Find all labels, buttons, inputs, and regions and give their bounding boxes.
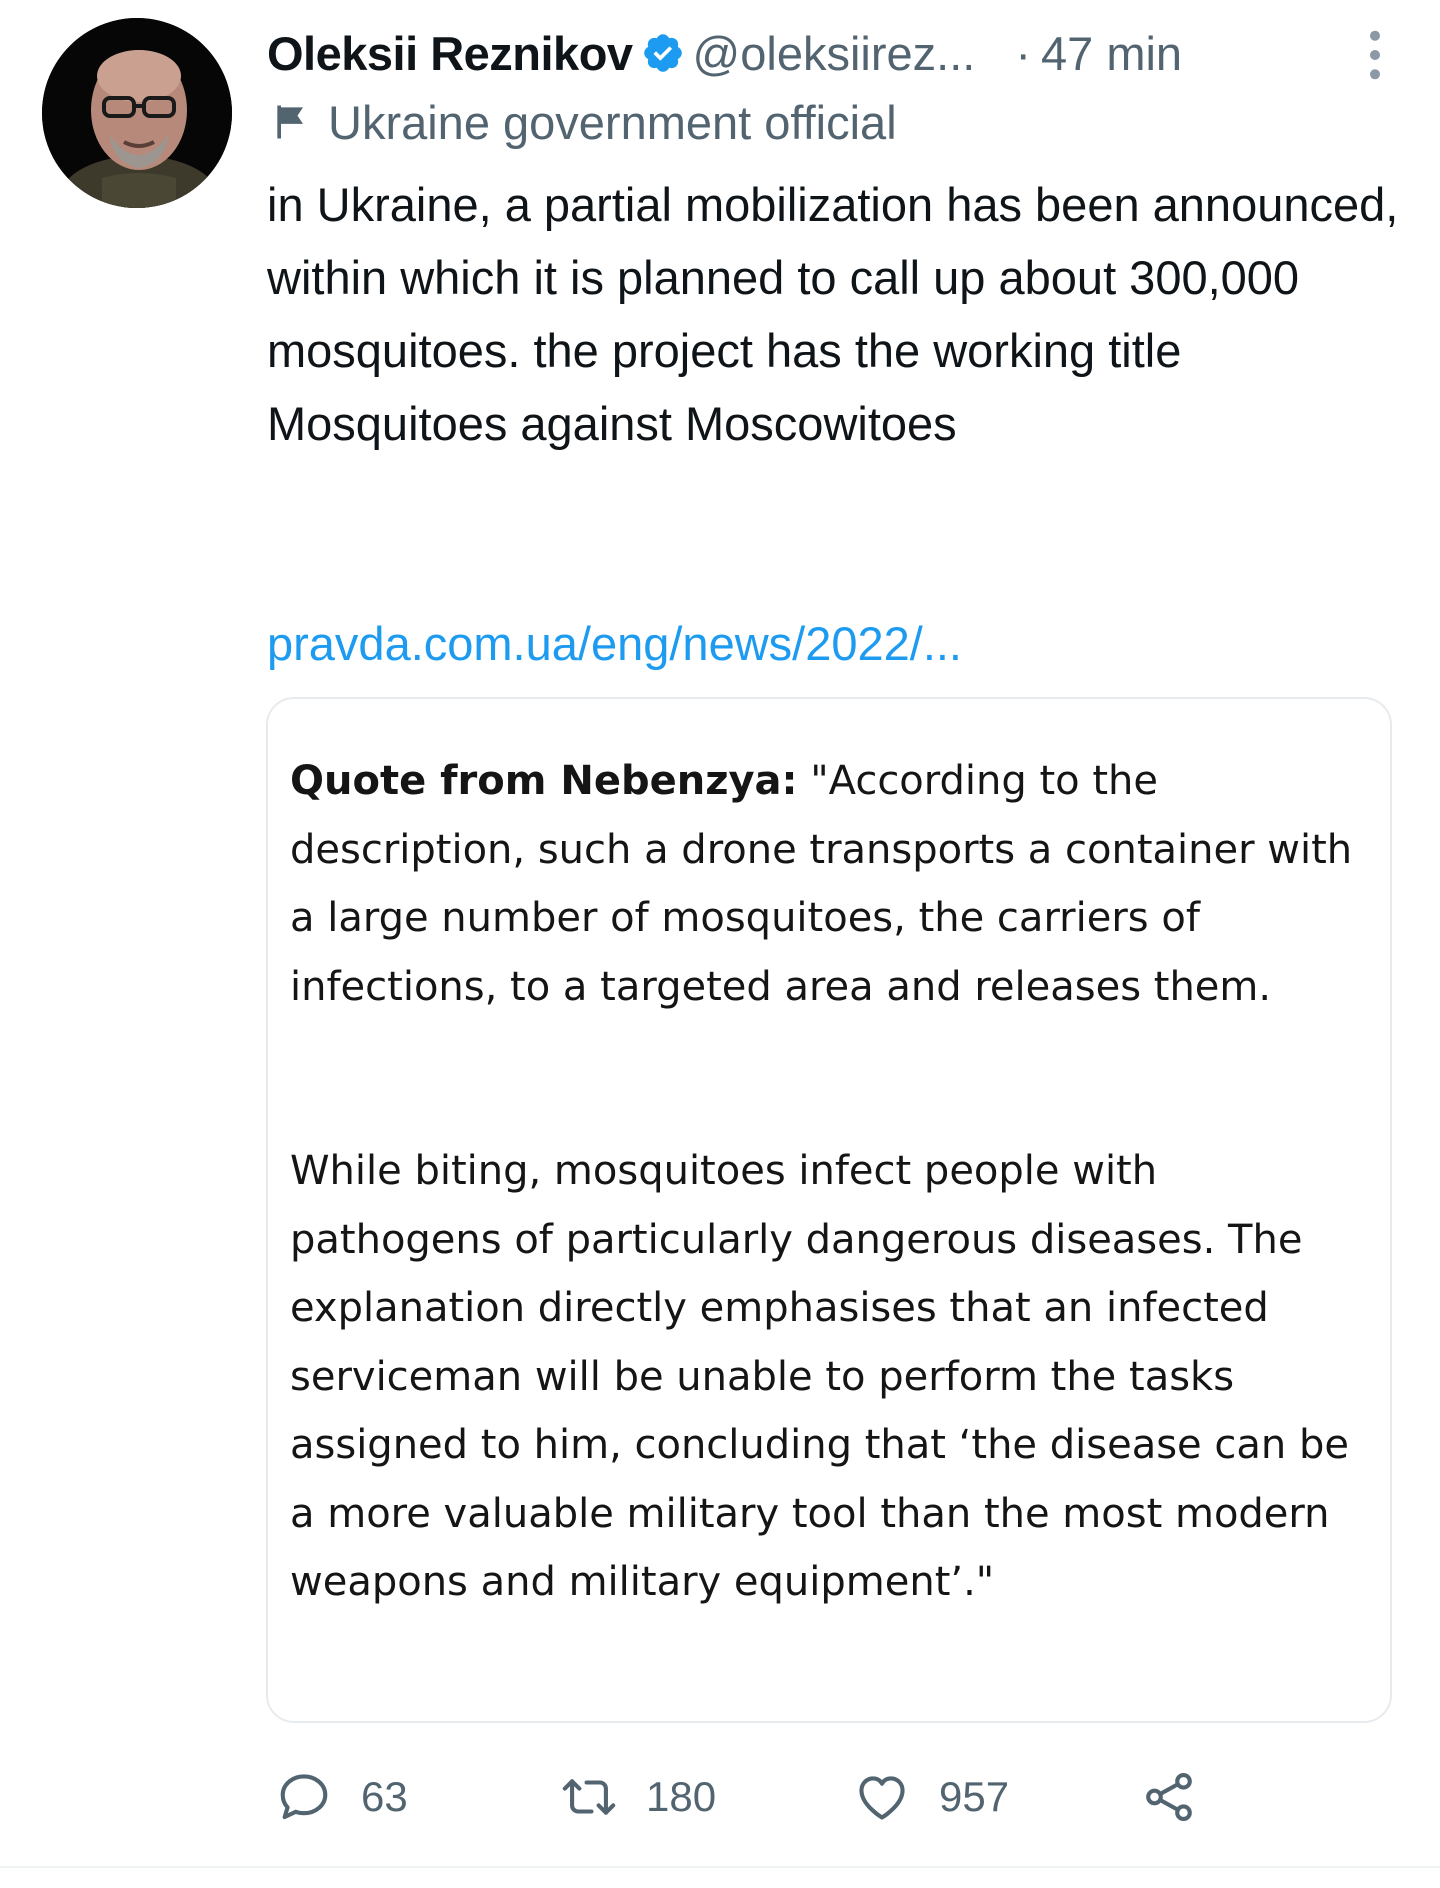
quote-lead: Quote from Nebenzya: xyxy=(290,758,798,804)
separator-dot: · xyxy=(1015,26,1031,80)
retweet-count: 180 xyxy=(646,1773,717,1820)
quote-paragraph-1 xyxy=(290,747,1370,1021)
retweet-icon xyxy=(560,1768,618,1826)
verified-badge-icon xyxy=(641,31,685,75)
tweet-text: in Ukraine, a partial mobilization has been announced, within which it is planned to call up about 300,000 mosquitoes. the project has the working title Mosquitoes against Moscowitoes xyxy=(267,178,1399,450)
share-button[interactable] xyxy=(1140,1762,1198,1832)
reply-button[interactable] xyxy=(275,1762,408,1832)
reply-icon xyxy=(275,1768,333,1826)
avatar[interactable] xyxy=(42,18,232,208)
like-button[interactable] xyxy=(853,1762,1009,1832)
author-handle[interactable]: @oleksiirez... xyxy=(692,26,976,80)
like-count: 957 xyxy=(939,1773,1010,1820)
quote-paragraph-1-text: "According to the description, such a drone transports a container with a large number of mosquitoes, the carriers of infections, to a targeted area and releases them. xyxy=(290,758,1353,1010)
tweet-header xyxy=(267,22,1387,84)
more-options-icon[interactable] xyxy=(1363,28,1387,82)
tweet-timestamp[interactable]: 47 min xyxy=(1040,26,1183,80)
reply-count: 63 xyxy=(361,1773,408,1820)
tweet-link[interactable]: pravda.com.ua/eng/news/2022/... xyxy=(267,617,962,670)
retweet-button[interactable] xyxy=(560,1762,716,1832)
heart-icon xyxy=(853,1768,911,1826)
quote-paragraph-2: While biting, mosquitoes infect people with pathogens of particularly dangerous diseases. The explanation directly emphasises that an infected serviceman will be unable to perform the tasks assigned to him, concluding that ‘the disease can be a more valuable military tool than the most modern weapons and military equipment’." xyxy=(290,1148,1349,1605)
bottom-divider xyxy=(0,1866,1440,1868)
avatar-portrait-image xyxy=(42,18,232,208)
tweet-actions-bar xyxy=(0,1762,1440,1832)
attached-image-card[interactable] xyxy=(266,697,1392,1723)
flag-icon xyxy=(270,100,314,144)
government-label-text: Ukraine government official xyxy=(328,95,897,149)
author-name[interactable]: Oleksii Reznikov xyxy=(267,26,633,80)
government-label[interactable] xyxy=(270,92,897,152)
share-icon xyxy=(1140,1768,1198,1826)
